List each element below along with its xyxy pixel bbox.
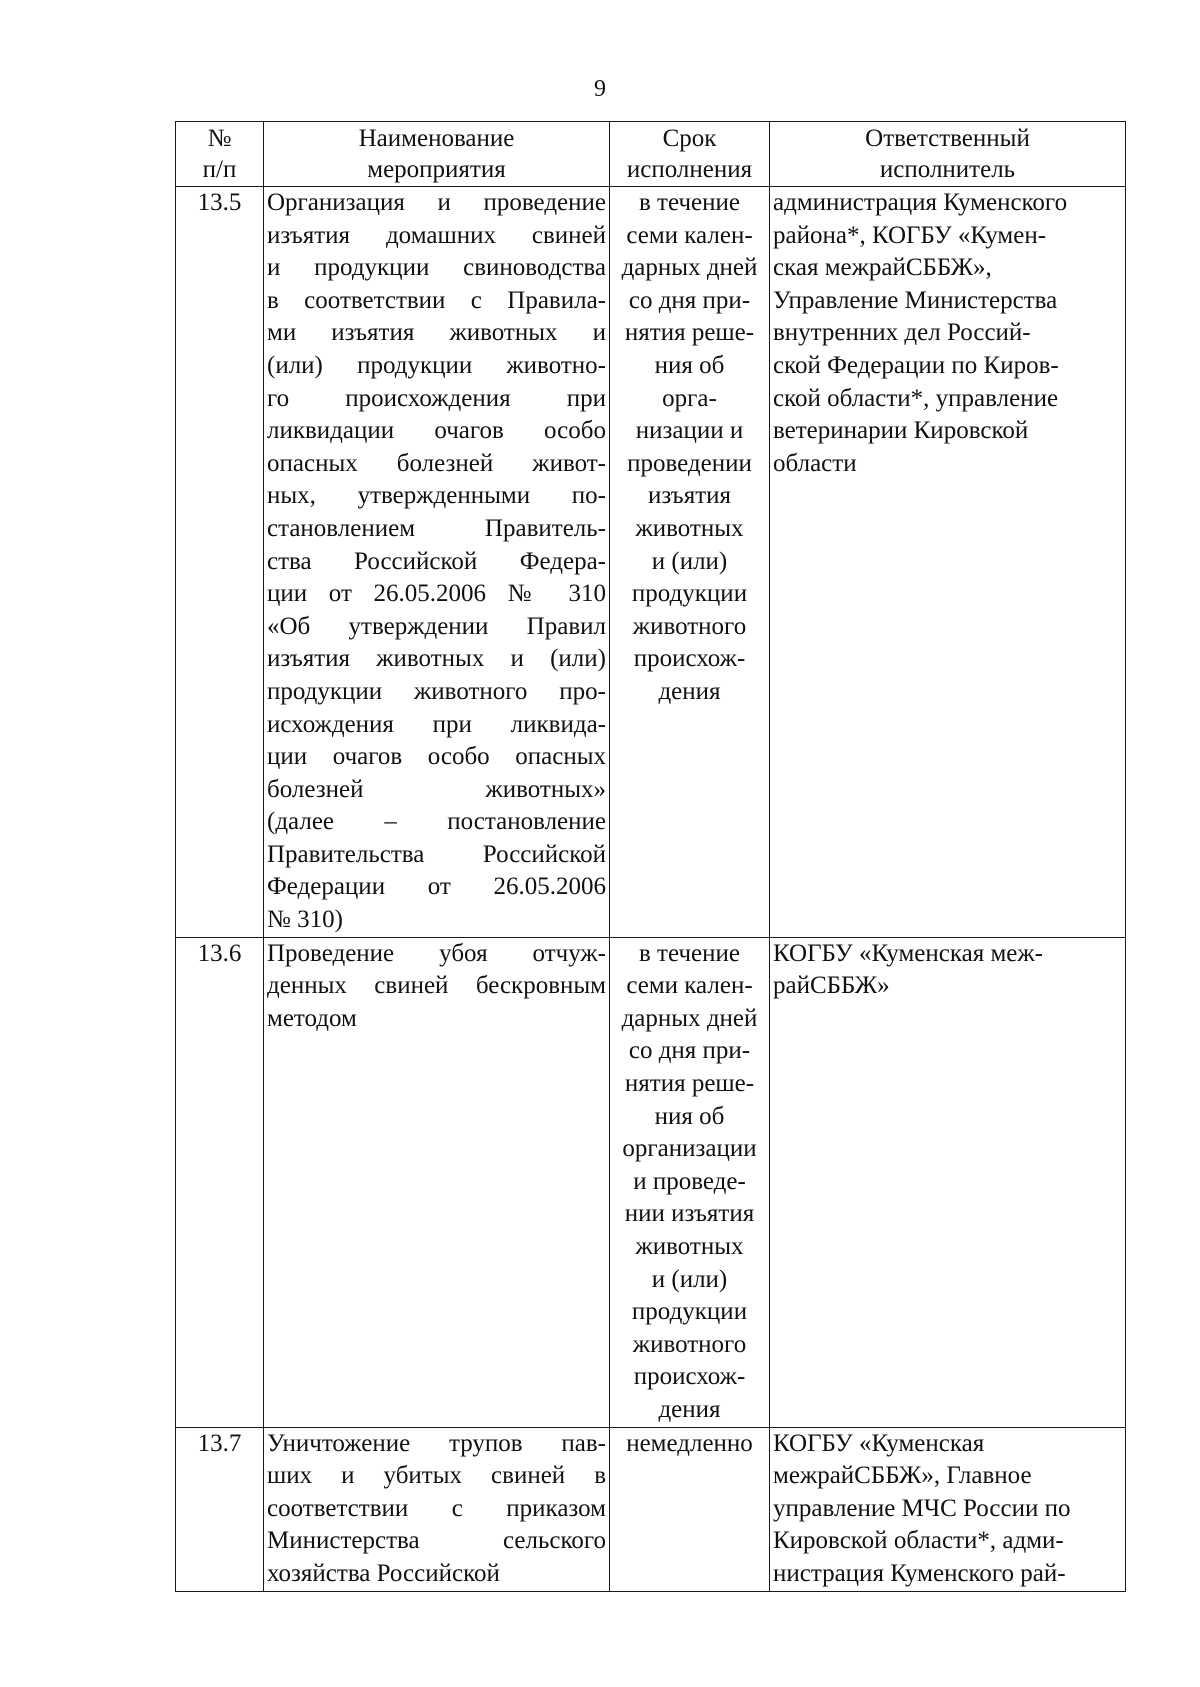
cell-line: денных свиней бескровным: [267, 972, 606, 1000]
header-line: п/п: [202, 156, 237, 183]
cell-line: болезней животных»: [267, 775, 606, 803]
cell-name: [264, 187, 610, 938]
cell-term: [610, 187, 770, 938]
cell-line: Федерации от 26.05.2006: [267, 873, 606, 901]
cell-line: Кировской области*, адми-: [773, 1527, 1064, 1555]
cell-line: (или) продукции животно-: [267, 351, 606, 379]
cell-line: го происхождения при: [267, 384, 606, 412]
cell-line: администрация Куменского: [773, 189, 1068, 216]
header-responsible: [770, 122, 1126, 187]
table-body: [176, 187, 1126, 1592]
table-row: [176, 1427, 1126, 1591]
cell-line: в течение: [639, 189, 740, 216]
cell-line: и (или): [651, 1265, 728, 1293]
cell-line: ской Федерации по Киров-: [773, 351, 1059, 379]
cell-line: (далее – постановление: [267, 808, 606, 836]
table-row: [176, 187, 1126, 938]
cell-line: низации и: [635, 417, 744, 445]
cell-line: опасных болезней живот-: [267, 449, 606, 477]
cell-line: животных: [635, 514, 744, 542]
cell-line: райСББЖ»: [773, 972, 890, 1000]
cell-line: ции очагов особо опасных: [267, 743, 606, 771]
cell-number: 13.7: [176, 1427, 264, 1591]
cell-line: орга-: [662, 384, 717, 412]
cell-line: семи кален-: [626, 221, 753, 249]
cell-line: дения: [658, 1395, 721, 1423]
cell-line: изъятия: [647, 482, 732, 510]
cell-line: происхож-: [633, 1363, 746, 1391]
cell-line: Организация и проведение: [267, 189, 606, 216]
cell-line: ветеринарии Кировской: [773, 417, 1029, 445]
header-number: [176, 122, 264, 187]
cell-line: соответствии с приказом: [267, 1494, 606, 1522]
cell-line: и продукции свиноводства: [267, 254, 606, 282]
cell-line: внутренних дел Россий-: [773, 319, 1031, 347]
header-line: №: [207, 125, 232, 152]
cell-line: ных, утвержденными по-: [267, 482, 606, 510]
cell-line: дарных дней: [621, 1004, 758, 1032]
cell-line: изъятия домашних свиней: [267, 221, 606, 249]
cell-line: дарных дней: [621, 254, 758, 282]
cell-line: семи кален-: [626, 972, 753, 1000]
cell-responsible: [770, 1427, 1126, 1591]
cell-line: нятия реше-: [624, 319, 755, 347]
cell-line: Проведение убоя отчуж-: [267, 939, 606, 967]
cell-line: управление МЧС России по: [773, 1494, 1071, 1522]
cell-line: Управление Министерства: [773, 286, 1058, 314]
cell-line: ства Российской Федера-: [267, 547, 606, 575]
cell-line: «Об утверждении Правил: [267, 612, 606, 640]
cell-line: и проведе-: [633, 1167, 746, 1195]
cell-line: Уничтожение трупов пав-: [267, 1429, 606, 1457]
cell-line: области: [773, 449, 857, 477]
cell-line: продукции животного про-: [267, 677, 606, 705]
header-term: [610, 122, 770, 187]
cell-responsible: [770, 187, 1126, 938]
cell-name: [264, 1427, 610, 1591]
cell-line: ния об: [654, 1102, 725, 1130]
cell-line: проведении: [627, 449, 752, 477]
cell-line: дения: [658, 677, 721, 705]
cell-line: исхождения при ликвида-: [267, 710, 606, 738]
cell-line: ния об: [654, 351, 725, 379]
cell-line: ская межрайСББЖ»,: [773, 254, 992, 282]
cell-number: 13.6: [176, 937, 264, 1427]
cell-line: происхож-: [633, 645, 746, 673]
cell-term: [610, 937, 770, 1427]
cell-line: и (или): [651, 547, 728, 575]
measures-table: [175, 121, 1126, 1592]
page-number: 9: [594, 76, 606, 102]
cell-line: со дня при-: [628, 286, 751, 314]
cell-name: [264, 937, 610, 1427]
cell-line: КОГБУ «Куменская меж-: [773, 939, 1043, 967]
cell-line: ции от 26.05.2006 № 310: [267, 580, 606, 608]
header-line: Ответственный: [865, 125, 1030, 152]
cell-line: со дня при-: [628, 1037, 751, 1065]
cell-line: становлением Правитель-: [267, 514, 606, 542]
table-row: [176, 937, 1126, 1427]
cell-line: продукции: [631, 1298, 748, 1326]
cell-line: ших и убитых свиней в: [267, 1462, 606, 1490]
cell-line: методом: [267, 1004, 357, 1032]
cell-line: нятия реше-: [624, 1070, 755, 1098]
header-line: исполнитель: [879, 156, 1016, 183]
cell-line: ликвидации очагов особо: [267, 417, 606, 445]
cell-line: № 310): [267, 906, 343, 934]
cell-line: Министерства сельского: [267, 1527, 606, 1555]
header-line: мероприятия: [367, 156, 506, 183]
cell-line: в соответствии с Правила-: [267, 286, 606, 314]
header-line: Срок: [662, 125, 717, 152]
cell-number: 13.5: [176, 187, 264, 938]
cell-line: немедленно: [626, 1429, 753, 1457]
table-header-row: [176, 122, 1126, 187]
cell-line: организации: [622, 1135, 757, 1163]
cell-line: Правительства Российской: [267, 840, 606, 868]
header-line: исполнения: [626, 156, 753, 183]
cell-line: ской области*, управление: [773, 384, 1059, 412]
cell-line: животного: [632, 612, 747, 640]
cell-term: [610, 1427, 770, 1591]
header-line: Наименование: [358, 125, 515, 152]
cell-line: межрайСББЖ», Главное: [773, 1462, 1032, 1490]
cell-line: района*, КОГБУ «Кумен-: [773, 221, 1047, 249]
cell-line: животного: [632, 1330, 747, 1358]
cell-line: животных: [635, 1233, 744, 1260]
header-name: [264, 122, 610, 187]
cell-line: ми изъятия животных и: [267, 319, 606, 347]
cell-line: в течение: [639, 939, 740, 967]
cell-line: нии изъятия: [624, 1200, 755, 1228]
cell-line: хозяйства Российской: [267, 1559, 500, 1587]
cell-line: продукции: [631, 580, 748, 608]
cell-responsible: [770, 937, 1126, 1427]
cell-line: нистрация Куменского рай-: [773, 1559, 1066, 1587]
cell-line: изъятия животных и (или): [267, 645, 606, 673]
cell-line: КОГБУ «Куменская: [773, 1429, 985, 1457]
